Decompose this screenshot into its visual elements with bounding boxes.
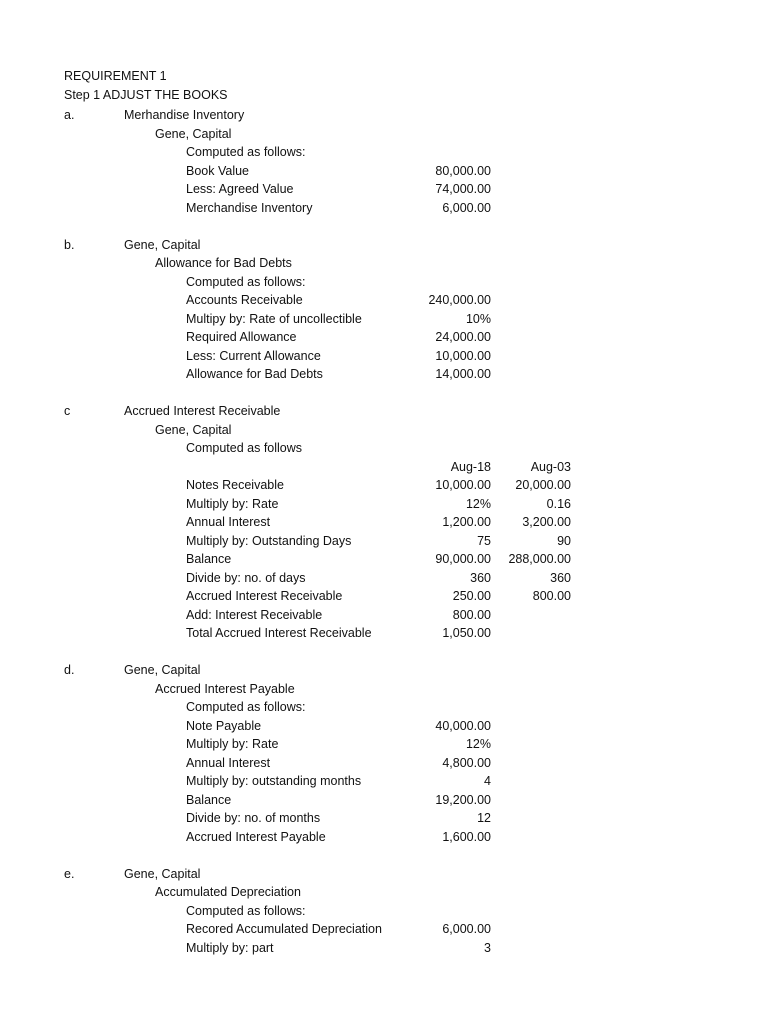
computation-label: Computed as follows: — [186, 700, 306, 714]
computation-label: Computed as follows: — [186, 145, 306, 159]
computation-row — [0, 199, 768, 218]
computation-row — [0, 661, 768, 680]
amount-column-2: 90 — [557, 533, 571, 548]
computation-row — [0, 698, 768, 717]
amount-column-1: 4,800.00 — [442, 755, 491, 770]
amount-column-1: 80,000.00 — [435, 163, 491, 178]
computation-label: Accounts Receivable — [186, 293, 303, 307]
section-letter: e. — [64, 866, 75, 881]
section-letter: b. — [64, 237, 75, 252]
computation-row — [0, 624, 768, 643]
amount-column-1: 40,000.00 — [435, 718, 491, 733]
computation-row — [0, 902, 768, 921]
computation-label: Multiply by: Rate — [186, 496, 279, 511]
amount-column-2: 3,200.00 — [522, 515, 571, 529]
computation-label: Multiply by: Outstanding Days — [186, 533, 352, 548]
computation-label: Less: Current Allowance — [186, 348, 321, 363]
section-letter: d. — [64, 663, 75, 677]
adjustment-section — [0, 865, 768, 958]
computation-label: Multiply by: part — [186, 940, 274, 955]
computation-label: Balance — [186, 552, 232, 566]
computation-row — [0, 273, 768, 292]
amount-column-1: 24,000.00 — [435, 330, 491, 344]
computation-row — [0, 458, 768, 477]
computation-row — [0, 347, 768, 366]
adjustment-section — [0, 106, 768, 217]
computation-row — [0, 495, 768, 514]
amount-column-1: 10% — [465, 311, 491, 326]
page-title: REQUIREMENT 1 — [64, 69, 167, 83]
computation-label: Divide by: no. of months — [186, 811, 321, 825]
computation-label: Computed as follows: — [186, 903, 306, 918]
account-debit-label: Gene, Capital — [124, 237, 201, 252]
computation-label: Balance — [186, 792, 232, 807]
computation-label: Note Payable — [186, 718, 262, 733]
page-subtitle: Step 1 ADJUST THE BOOKS — [64, 88, 228, 102]
computation-label: Computed as follows — [186, 441, 303, 455]
section-letter: a. — [64, 108, 75, 122]
computation-label: Less: Agreed Value — [186, 182, 294, 196]
adjustment-sections — [0, 106, 768, 957]
amount-column-1: 6,000.00 — [442, 922, 491, 936]
computation-row — [0, 754, 768, 773]
computation-row — [0, 680, 768, 699]
computation-row — [0, 125, 768, 144]
amount-column-1: 1,600.00 — [442, 829, 491, 844]
amount-column-1: 360 — [470, 570, 491, 585]
computation-row — [0, 254, 768, 273]
amount-column-1: 250.00 — [452, 589, 491, 603]
computation-row — [0, 532, 768, 551]
amount-column-2: 0.16 — [546, 496, 571, 511]
amount-column-1: 10,000.00 — [435, 478, 491, 492]
computation-row — [0, 606, 768, 625]
computation-label: Book Value — [186, 163, 250, 178]
computation-row — [0, 809, 768, 828]
amount-column-2: 360 — [550, 570, 571, 585]
computation-label: Accrued Interest Receivable — [186, 589, 343, 603]
amount-column-1: 90,000.00 — [435, 552, 491, 566]
account-credit-label: Allowance for Bad Debts — [155, 256, 292, 270]
amount-column-1: 12% — [465, 737, 491, 751]
computation-row — [0, 476, 768, 495]
computation-label: Multipy by: Rate of uncollectible — [186, 311, 362, 326]
amount-column-1: 12% — [465, 496, 491, 511]
computation-row — [0, 550, 768, 569]
amount-column-1: 14,000.00 — [435, 367, 491, 381]
amount-column-1: 74,000.00 — [435, 182, 491, 196]
computation-row — [0, 865, 768, 884]
amount-column-2: 20,000.00 — [515, 478, 571, 492]
account-debit-label: Gene, Capital — [124, 663, 201, 677]
amount-column-1: 75 — [477, 533, 491, 548]
amount-column-1: 19,200.00 — [435, 792, 491, 807]
computation-label: Accrued Interest Payable — [186, 829, 326, 844]
amount-column-1: 800.00 — [452, 607, 491, 622]
computation-row — [0, 513, 768, 532]
amount-column-1: 1,050.00 — [442, 626, 491, 640]
computation-row — [0, 717, 768, 736]
computation-row — [0, 162, 768, 181]
computation-row — [0, 180, 768, 199]
computation-row — [0, 883, 768, 902]
computation-label: Multiply by: outstanding months — [186, 774, 362, 788]
computation-label: Total Accrued Interest Receivable — [186, 626, 372, 640]
computation-label: Recored Accumulated Depreciation — [186, 922, 382, 936]
computation-row — [0, 772, 768, 791]
computation-row — [0, 365, 768, 384]
account-credit-label: Gene, Capital — [155, 126, 232, 141]
amount-column-2: Aug-03 — [530, 459, 571, 474]
account-debit-label: Merhandise Inventory — [124, 108, 245, 122]
computation-row — [0, 569, 768, 588]
computation-row — [0, 920, 768, 939]
computation-row — [0, 236, 768, 255]
computation-row — [0, 939, 768, 958]
computation-label: Annual Interest — [186, 515, 271, 529]
amount-column-2: 800.00 — [532, 589, 571, 603]
amount-column-1: 4 — [484, 774, 491, 788]
adjustment-section — [0, 236, 768, 384]
computation-label: Add: Interest Receivable — [186, 607, 323, 622]
computation-row — [0, 421, 768, 440]
computation-label: Allowance for Bad Debts — [186, 367, 323, 381]
amount-column-1: 10,000.00 — [435, 348, 491, 363]
amount-column-1: 3 — [484, 940, 491, 955]
computation-row — [0, 291, 768, 310]
computation-row — [0, 791, 768, 810]
computation-row — [0, 439, 768, 458]
computation-row — [0, 106, 768, 125]
amount-column-1: 240,000.00 — [428, 293, 491, 307]
computation-label: Multiply by: Rate — [186, 737, 279, 751]
computation-row — [0, 328, 768, 347]
amount-column-1: Aug-18 — [450, 459, 491, 474]
computation-label: Computed as follows: — [186, 274, 306, 289]
computation-row — [0, 828, 768, 847]
computation-label: Divide by: no. of days — [186, 570, 306, 585]
computation-row — [0, 402, 768, 421]
computation-label: Notes Receivable — [186, 478, 284, 492]
amount-column-1: 1,200.00 — [442, 515, 491, 529]
computation-row — [0, 310, 768, 329]
account-debit-label: Accrued Interest Receivable — [124, 404, 281, 418]
computation-row — [0, 735, 768, 754]
section-letter: c — [64, 404, 71, 418]
computation-label: Annual Interest — [186, 755, 271, 770]
computation-row — [0, 587, 768, 606]
amount-column-1: 12 — [477, 811, 491, 825]
amount-column-2: 288,000.00 — [508, 552, 571, 566]
account-debit-label: Gene, Capital — [124, 866, 201, 881]
account-credit-label: Accumulated Depreciation — [155, 885, 301, 899]
account-credit-label: Accrued Interest Payable — [155, 681, 295, 696]
adjustment-section — [0, 661, 768, 846]
computation-row — [0, 143, 768, 162]
amount-column-1: 6,000.00 — [442, 200, 491, 215]
computation-label: Required Allowance — [186, 330, 297, 344]
account-credit-label: Gene, Capital — [155, 422, 232, 437]
adjustment-section — [0, 402, 768, 643]
computation-label: Merchandise Inventory — [186, 200, 313, 215]
